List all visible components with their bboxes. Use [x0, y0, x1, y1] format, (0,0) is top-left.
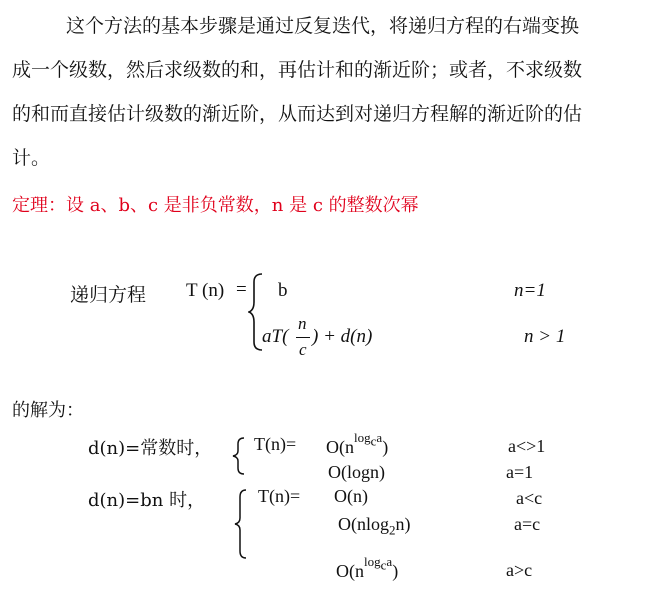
group1-result-1-cond: a<>1: [508, 436, 546, 456]
fraction-denominator: c: [299, 340, 307, 359]
group2-condition: d(n)=bn 时，: [88, 490, 206, 511]
solution-label: 的解为：: [12, 400, 84, 421]
group2-lhs: T(n)=: [258, 486, 301, 506]
group2-brace: [234, 488, 248, 560]
group1-result-1: $O(n^{log_ca})$: [326, 430, 389, 457]
group2-result-3-cond: a>c: [506, 560, 533, 580]
group1-result-2: O(logn): [328, 462, 385, 482]
group2-result-3: $O(n^{log_ca})$: [336, 554, 399, 581]
group2-result-2: O(nlog$_2$n): [338, 514, 411, 538]
group1-result-2-cond: a=1: [506, 462, 534, 482]
recurrence-case1-cond: n=1: [514, 280, 546, 301]
intro-line-3: 的和而直接估计级数的渐近阶，从而达到对递归方程解的渐近阶的估: [12, 103, 583, 125]
recurrence-case2-suffix: ) + d(n): [312, 326, 373, 347]
group1-brace: [232, 436, 246, 476]
intro-line-1: 这个方法的基本步骤是通过反复迭代，将递归方程的右端变换: [66, 15, 580, 37]
recurrence-lhs: T (n): [186, 280, 225, 301]
group1-condition: d(n)=常数时，: [88, 438, 213, 459]
group1-lhs: T(n)=: [254, 434, 297, 454]
group2-result-2-cond: a=c: [514, 514, 541, 534]
group2-result-1: O(n): [334, 486, 368, 506]
recurrence-case2-cond: n > 1: [524, 326, 566, 347]
intro-line-2: 成一个级数，然后求级数的和，再估计和的渐近阶；或者，不求级数: [12, 59, 583, 81]
recurrence-case1-expr: b: [278, 280, 288, 301]
recurrence-case2-prefix: aT(: [262, 326, 289, 347]
intro-line-4: 计。: [12, 147, 51, 169]
theorem-statement: 定理：设 a、b、c 是非负常数，n 是 c 的整数次幂: [12, 195, 419, 216]
recurrence-label: 递归方程: [70, 284, 147, 306]
recurrence-equals: =: [236, 279, 247, 300]
group2-result-1-cond: a<c: [516, 488, 543, 508]
fraction-numerator: n: [298, 314, 307, 333]
fraction-bar: [296, 337, 310, 338]
